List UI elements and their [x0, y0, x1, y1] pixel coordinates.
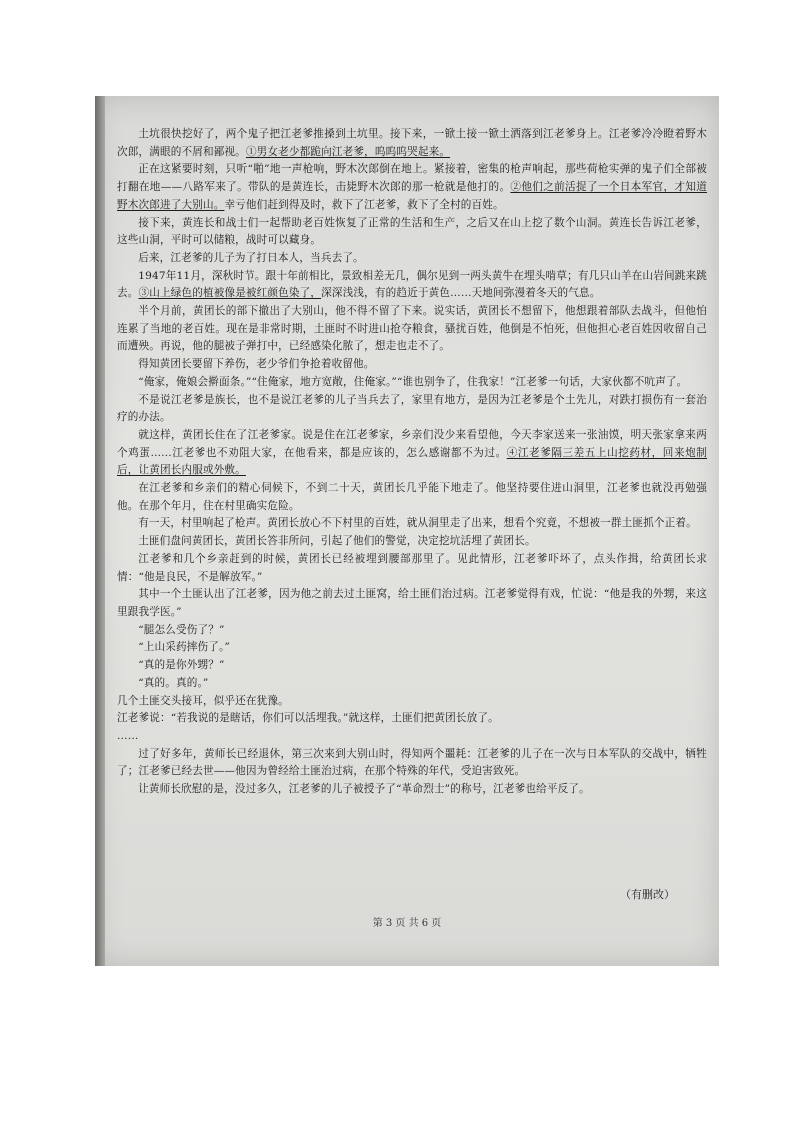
text-run: 几个土匪交头接耳，似乎还在犹豫。 — [117, 694, 289, 707]
paragraph — [117, 392, 707, 427]
text-run: 让黄师长欣慰的是，没过多久，江老爹的儿子被授予了“革命烈士”的称号，江老爹也给平反了。 — [138, 783, 590, 796]
paragraph — [117, 622, 707, 640]
page-footer: 第 3 页 共 6 页 — [372, 918, 442, 929]
text-run: 在江老爹和乡亲们的精心伺候下，不到二十天，黄团长几乎能下地走了。他坚持要住进山洞里，江老爹也就没再勉强他。在那个年月，住在村里确实危险。 — [117, 482, 707, 512]
paragraph — [117, 268, 707, 303]
text-run: 半个月前，黄团长的部下撤出了大别山，他不得不留了下来。说实话，黄团长不想留下，他想跟着部队去战斗，但他怕连累了当地的老百姓。现在是非常时期，土匪时不时进山抢夺粮食，骚扰百姓，他倒是不怕死，但他担心老百姓因收留自己而遭殃。再说，他的腿被子弹打中，已经感染化脓了，想走也走不了。 — [117, 305, 707, 353]
paragraph — [117, 551, 707, 586]
paragraph — [117, 356, 707, 374]
article-body — [117, 126, 707, 799]
paragraph — [117, 515, 707, 533]
text-run: “真的是你外甥？” — [138, 659, 225, 672]
paragraph — [117, 781, 707, 799]
underlined-sentence: ②他们之前活捉了一个日本军官，才知道野木次郎进了大别山。 — [117, 181, 707, 211]
paragraph — [117, 693, 707, 711]
text-run: …… — [117, 729, 139, 742]
text-run: 有一天，村里响起了枪声。黄团长放心不下村里的百姓，就从洞里走了出来，想看个究竟，不想被一群土匪抓个正着。 — [138, 517, 697, 530]
paragraph — [117, 480, 707, 515]
text-run: 土匪们盘问黄团长，黄团长答非所问，引起了他们的警觉，决定挖坑活埋了黄团长。 — [138, 535, 536, 548]
paragraph — [117, 161, 707, 214]
text-run: “上山采药摔伤了。” — [138, 641, 230, 654]
paragraph — [117, 427, 707, 480]
paragraph — [117, 675, 707, 693]
paragraph — [117, 215, 707, 250]
paragraph — [117, 533, 707, 551]
text-run: 接下来，黄连长和战士们一起帮助老百姓恢复了正常的生活和生产，之后又在山上挖了数个山洞。黄连长告诉江老爹，这些山洞，平时可以储粮，战时可以藏身。 — [117, 216, 707, 247]
paragraph — [117, 639, 707, 657]
text-run: 江老爹说：“若我说的是瞎话，你们可以活埋我。”就这样，土匪们把黄团长放了。 — [117, 712, 499, 725]
text-run: 就这样，黄团长住在了江老爹家。说是住在江老爹家，乡亲们没少来看望他，今天李家送来一张油馍，明天张家拿来两个鸡蛋……江老爹也不劝阻大家，在他看来，都是应该的，怎么感谢都不为过。 — [117, 428, 707, 459]
text-run: “真的。真的。” — [138, 676, 209, 689]
paragraph — [117, 303, 707, 356]
underlined-sentence: ①男女老少都跪向江老爹，呜呜呜哭起来。 — [245, 145, 451, 158]
text-run: 其中一个土匪认出了江老爹，因为他之前去过土匪窝，给土匪们治过病。江老爹觉得有戏，忙说：“他是我的外甥，来这里跟我学医。” — [117, 588, 707, 618]
text-run: 不是说江老爹是族长，也不是说江老爹的儿子当兵去了，家里有地方，是因为江老爹是个土先儿，对跌打损伤有一套治疗的办法。 — [117, 393, 707, 424]
text-run: “腿怎么受伤了？” — [138, 623, 225, 636]
paragraph — [117, 126, 707, 161]
paragraph — [117, 657, 707, 675]
text-run: 正在这紧要时刻，只听“啪”地一声枪响，野木次郎倒在地上。紧接着，密集的枪声响起，那些荷枪实弹的鬼子们全部被打翻在地——八路军来了。带队的是黄连长，击毙野木次郎的那一枪就是他打的。 — [117, 163, 707, 194]
photographed-page — [95, 96, 719, 966]
text-run: 深深浅浅，有的趋近于黄色……天地间弥漫着冬天的气息。 — [321, 287, 601, 300]
text-run: 江老爹和几个乡亲赶到的时候，黄团长已经被埋到腰部那里了。见此情形，江老爹吓坏了，点头作揖，给黄团长求情：“他是良民，不是解放军。” — [117, 552, 707, 583]
text-run: 过了好多年，黄师长已经退休，第三次来到大别山时，得知两个噩耗：江老爹的儿子在一次与日本军队的交战中，牺牲了；江老爹已经去世——他因为曾经给土匪治过病，在那个特殊的年代，受迫害致死。 — [117, 747, 707, 778]
paragraph — [117, 586, 707, 621]
text-run: 后来，江老爹的儿子为了打日本人，当兵去了。 — [138, 251, 364, 264]
paragraph — [117, 746, 707, 781]
text-run: 幸亏他们赶到得及时，救下了江老爹，救下了全村的百姓。 — [224, 198, 504, 211]
source-note: （有删改） — [620, 888, 675, 901]
paragraph — [117, 374, 707, 392]
underlined-sentence: ③山上绿色的植被像是被红颜色染了， — [138, 287, 322, 300]
paragraph — [117, 710, 707, 728]
text-run: 土坑很快挖好了，两个鬼子把江老爹推搡到土坑里。接下来，一锨土接一锨土洒落到江老爹身上。江老爹冷冷瞪着野木次郎，满眼的不屑和鄙视。 — [117, 128, 707, 158]
text-run: 得知黄团长要留下养伤，老少爷们争抢着收留他。 — [138, 358, 375, 371]
underlined-sentence: ④江老爹隔三差五上山挖药材，回来炮制后，让黄团长内服或外敷。 — [117, 446, 707, 477]
text-run: “俺家，俺娘会擀面条。”“住俺家，地方宽敞，住俺家。”“谁也别争了，住我家！”江老爹一句话，大家伙都不吭声了。 — [138, 375, 688, 388]
text-run: 1947年11月，深秋时节。跟十年前相比，景致相差无几，偶尔见到一两头黄牛在埋头啃草；有几只山羊在山岩间跳来跳去。 — [117, 269, 707, 300]
paragraph — [117, 250, 707, 268]
paragraph — [117, 728, 707, 746]
